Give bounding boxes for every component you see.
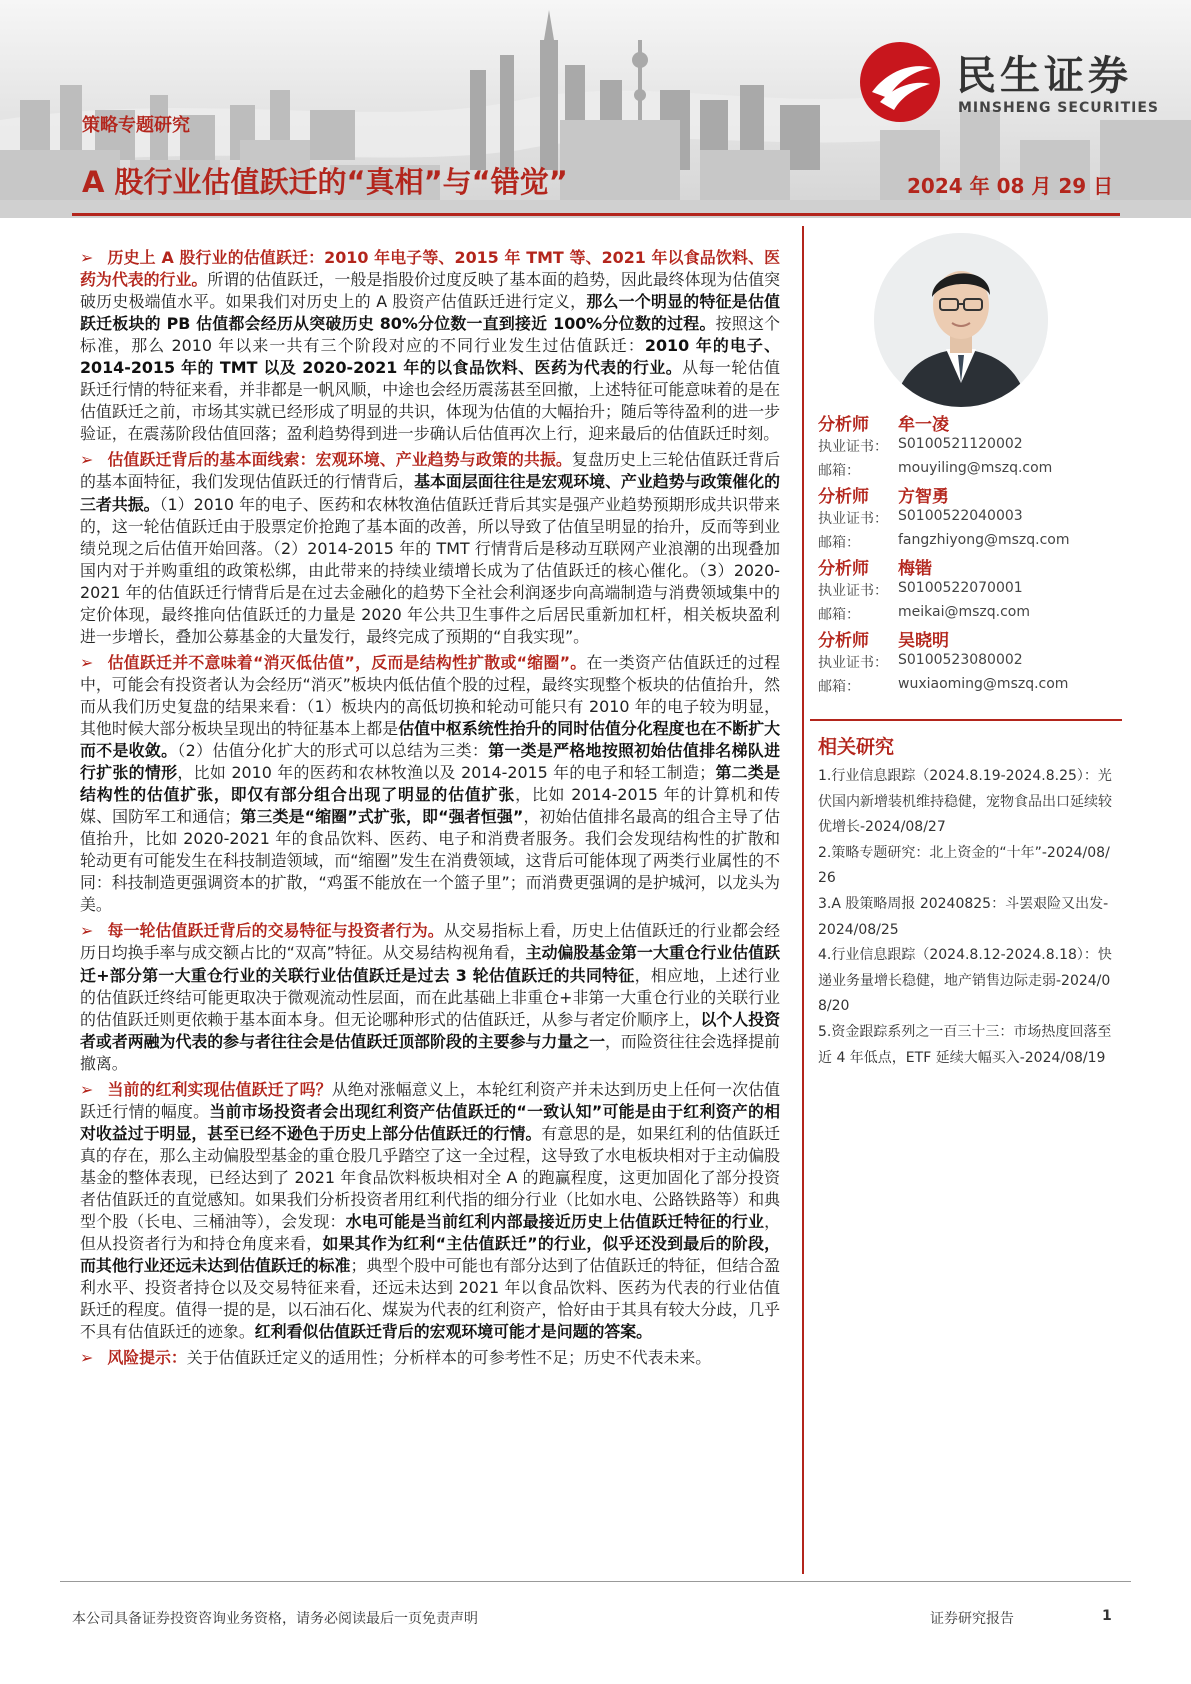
bullet-arrow-icon: ➢ xyxy=(80,450,94,470)
logo-english-name: MINSHENG SECURITIES xyxy=(958,100,1159,116)
analyst-email[interactable]: fangzhiyong@mszq.com xyxy=(898,532,1070,548)
bullet-emphasis: 如果其作为红利“主估值跃迁”的行业，似乎还没到最后的阶段，而其他行业还远未达到估值跃迁的标准 xyxy=(80,1234,781,1276)
bullet-arrow-icon: ➢ xyxy=(80,921,94,941)
analyst-role: 分析师 xyxy=(818,631,869,651)
bullet-text: （2）估值分化扩大的形式可以总结为三类： xyxy=(177,741,489,761)
bullet-arrow-icon: ➢ xyxy=(80,248,94,267)
bullet-emphasis: 红利看似估值跃迁背后的宏观环境可能才是问题的答案。 xyxy=(254,1322,653,1342)
bullet-text: 关于估值跃迁定义的适用性；分析样本的可参考性不足；历史不代表未来。 xyxy=(186,1348,712,1368)
bullet-text: ，相应地，上述行业的估值跃迁终结可能更取决于微观流动性层面，而在此基础上非重仓+非第一大重仓行业的关联行业的估值跃迁则更依赖于基本面本身。但无论哪种形式的估值跃迁，从参与者定价顺序上， xyxy=(80,965,781,1029)
analyst-cert-number: S0100523080002 xyxy=(898,652,1023,668)
analyst-card xyxy=(818,482,1118,554)
bullet-lead: 估值跃迁并不意味着“消灭低估值”，反而是结构性扩散或“缩圈”。 xyxy=(107,652,587,672)
analyst-name: 方智勇 xyxy=(898,487,949,507)
bullet-emphasis: 主动偏股基金第一大重仓行业估值跃迁+部分第一大重仓行业的关联行业估值跃迁是过去 3 轮估值跃迁的共同特征 xyxy=(80,943,781,985)
analyst-role: 分析师 xyxy=(818,559,869,579)
bullet-emphasis: 当前市场投资者会出现红利资产估值跃迁的“一致认知”可能是由于红利资产的相对收益过于明显，甚至已经不逊色于历史上部分估值跃迁的行情。 xyxy=(80,1101,781,1143)
analyst-card xyxy=(818,626,1118,698)
bullet-text: 从每一轮估值跃迁行情的特征来看，并非都是一帆风顺，中途也会经历震荡甚至回撤，上述特征可能意味着的是在估值跃迁之前，市场其实就已经形成了明显的共识，体现为估值的大幅抬升；随后等待盈利的进一步验证，在震荡阶段估值回落；盈利趋势得到进一步确认后估值再次上行，迎来最后的估值跃迁时刻。 xyxy=(80,358,780,444)
minsheng-logo-icon xyxy=(858,40,942,124)
bullet-lead: 估值跃迁背后的基本面线索：宏观环境、产业趋势与政策的共振。 xyxy=(107,450,572,470)
analyst-cert-label: 执业证书： xyxy=(818,511,888,527)
bullet-lead: 当前的红利实现估值跃迁了吗？ xyxy=(107,1079,332,1099)
analyst-email-label: 邮箱： xyxy=(818,607,860,623)
bullet-emphasis: 第一类是严格地按照初始估值排名梯队进行扩张的情形 xyxy=(80,741,780,783)
analyst-role: 分析师 xyxy=(818,415,869,435)
analyst-role: 分析师 xyxy=(818,487,869,507)
analyst-cert-number: S0100522070001 xyxy=(898,580,1023,596)
column-divider xyxy=(802,226,804,1574)
header-divider xyxy=(72,213,1120,216)
report-date: 2024 年 08 月 29 日 xyxy=(907,174,1114,198)
analyst-card xyxy=(818,554,1118,626)
bullet-lead: 风险提示： xyxy=(107,1348,187,1368)
analyst-card xyxy=(818,410,1118,482)
bullet-text: ，而险资往往会选择提前撤离。 xyxy=(80,1031,781,1073)
analyst-email-label: 邮箱： xyxy=(818,535,860,551)
logo-chinese-name: 民生证券 xyxy=(956,53,1132,99)
summary-bullet xyxy=(80,652,780,917)
company-logo xyxy=(858,38,1158,128)
footer-divider xyxy=(60,1581,1131,1582)
report-category: 策略专题研究 xyxy=(82,115,190,136)
summary-bullet xyxy=(80,1347,780,1369)
analyst-name: 梅锴 xyxy=(898,559,932,579)
footer-report-type: 证券研究报告 xyxy=(930,1611,1014,1627)
bullet-text: 按照这个标准，那么 2010 年以来一共有三个阶段对应的不同行业发生过估值跃迁： xyxy=(80,314,780,356)
summary-bullet xyxy=(80,1079,780,1344)
analyst-cert-number: S0100522040003 xyxy=(898,508,1023,524)
summary-column xyxy=(80,247,780,1373)
related-research-list xyxy=(818,764,1114,1071)
related-research-item[interactable]: 5.资金跟踪系列之一百三十三：市场热度回落至近 4 年低点，ETF 延续大幅买入-2024/08/19 xyxy=(818,1023,1112,1066)
related-research-item[interactable]: 4.行业信息跟踪（2024.8.12-2024.8.18）：快递业务量增长稳健，地产销售边际走弱-2024/08/20 xyxy=(818,947,1112,1015)
bullet-text: 从绝对涨幅意义上，本轮红利资产并未达到历史上任何一次估值跃迁行情的幅度。 xyxy=(80,1079,781,1121)
analyst-email[interactable]: wuxiaoming@mszq.com xyxy=(898,676,1069,692)
bullet-text: 复盘历史上三轮估值跃迁背后的基本面特征，我们发现估值跃迁的行情背后， xyxy=(80,450,781,492)
analyst-list xyxy=(818,410,1118,698)
bullet-text: 所谓的估值跃迁，一般是指股价过度反映了基本面的趋势，因此最终体现为估值突破历史极端值水平。如果我们对历史上的 A 股资产估值跃迁进行定义， xyxy=(80,270,781,312)
footer-disclaimer: 本公司具备证券投资咨询业务资格，请务必阅读最后一页免责声明 xyxy=(72,1611,478,1627)
bullet-text: ；典型个股中可能也有部分达到了估值跃迁的特征，但结合盈利水平、投资者持仓以及交易特征来看，还远未达到 2021 年以食品饮料、医药为代表的行业估值跃迁的程度。值得一提的是，以石油石化、煤炭为代表的红利资产，恰好由于其具有较大分歧，几乎不具有估值跃迁的迹象。 xyxy=(80,1256,781,1342)
sidebar-divider xyxy=(810,719,1122,721)
bullet-emphasis: 基本面层面往往是宏观环境、产业趋势与政策催化的三者共振。 xyxy=(80,472,781,514)
analyst-photo xyxy=(874,233,1048,407)
summary-bullet xyxy=(80,247,780,445)
bullet-text: 从交易指标上看，历史上估值跃迁的行业都会经历日均换手率与成交额占比的“双高”特征。从交易结构视角看， xyxy=(80,921,781,963)
related-research-heading: 相关研究 xyxy=(818,736,895,758)
bullet-text: ，但从投资者行为和持仓角度来看， xyxy=(80,1212,780,1254)
bullet-emphasis: 2010 年的电子、2014-2015 年的 TMT 以及 2020-2021 年的以食品饮料、医药为代表的行业。 xyxy=(80,336,780,378)
analyst-cert-label: 执业证书： xyxy=(818,583,888,599)
bullet-emphasis: 水电可能是当前红利内部最接近历史上估值跃迁特征的行业 xyxy=(345,1212,765,1232)
bullet-text: ，比如 2010 年的医药和农林牧渔以及 2014-2015 年的电子和轻工制造； xyxy=(177,763,716,783)
bullet-text: 有意思的是，如果红利的估值跃迁真的存在，那么主动偏股型基金的重仓股几乎踏空了这一全过程，这导致了水电板块相对于主动偏股基金的整体表现，已经达到了 2021 年食品饮料板块相对全 A 的跑赢程度，这更加固化了部分投资者估值跃迁的直觉感知。如果我们分析投资者用红利代指的细分行业（比如水电、公路铁路等）和典型个股（长电、三桶油等），会发现： xyxy=(80,1123,781,1232)
related-research-item[interactable]: 3.A 股策略周报 20240825：斗罢艰险又出发-2024/08/25 xyxy=(818,895,1109,938)
related-research-item[interactable]: 1.行业信息跟踪（2024.8.19-2024.8.25）：光伏国内新增装机维持稳健，宠物食品出口延续较优增长-2024/08/27 xyxy=(818,768,1112,836)
bullet-emphasis: 第二类是结构性的估值扩张，即仅有部分组合出现了明显的估值扩张 xyxy=(80,763,781,805)
summary-bullet xyxy=(80,920,780,1074)
summary-bullet xyxy=(80,449,780,647)
bullet-lead: 每一轮估值跃迁背后的交易特征与投资者行为。 xyxy=(107,921,444,941)
analyst-email-label: 邮箱： xyxy=(818,679,860,695)
analyst-cert-label: 执业证书： xyxy=(818,439,888,455)
bullet-text: （1）2010 年的电子、医药和农林牧渔估值跃迁背后其实是强产业趋势预期形成共识带来的，这一轮估值跃迁由于股票定价抢跑了基本面的改善，所以导致了估值呈明显的抬升，反而等到业绩兑现之后估值开始回落。（2）2014-2015 年的 TMT 行情背后是移动互联网产业浪潮的出现叠加国内对于并购重组的政策松绑，由此带来的持续业绩增长成为了估值跃迁的核心催化。（3）2020-2021 年的估值跃迁行情背后是在过去金融化的趋势下全社会利润逐步向高端制造与消费领域集中的定价体现，最终推向估值跃迁的力量是 2020 年公共卫生事件之后居民重新加杠杆，相关板块盈利进一步增长，叠加公募基金的大量发行，最终完成了预期的“自我实现”。 xyxy=(80,494,781,646)
bullet-text: ，比如 2014-2015 年的计算机和传媒、国防军工和通信； xyxy=(80,785,780,827)
analyst-name: 吴晓明 xyxy=(898,631,949,651)
page-number: 1 xyxy=(1102,1608,1112,1624)
bullet-emphasis: 那么一个明显的特征是估值跃迁板块的 PB 估值都会经历从突破历史 80%分位数一直到接近 100%分位数的过程。 xyxy=(80,292,781,334)
bullet-arrow-icon: ➢ xyxy=(80,1348,94,1368)
report-title: A 股行业估值跃迁的“真相”与“错觉” xyxy=(82,165,568,199)
bullet-arrow-icon: ➢ xyxy=(80,1079,94,1099)
bullet-emphasis: 估值中枢系统性抬升的同时估值分化程度也在不断扩大而不是收敛。 xyxy=(80,718,781,761)
bullet-emphasis: 以个人投资者或者两融为代表的参与者往往会是估值跃迁顶部阶段的主要参与力量之一 xyxy=(80,1009,781,1051)
bullet-arrow-icon: ➢ xyxy=(80,652,94,672)
bullet-lead: 历史上 A 股行业的估值跃迁：2010 年电子等、2015 年 TMT 等、2021 年以食品饮料、医药为代表的行业。 xyxy=(80,248,780,290)
analyst-email-label: 邮箱： xyxy=(818,463,860,479)
bullet-text: 在一类资产估值跃迁的过程中，可能会有投资者认为会经历“消灭”板块内低估值个股的过程，最终实现整个板块的估值抬升，然而从我们历史复盘的结果来看：（1）板块内的高低切换和轮动可能只有 2010 年的电子较为明显，其他时候大部分板块呈现出的特征基本上都是 xyxy=(80,652,780,738)
bullet-text: ，初始估值排名最高的组合主导了估值抬升，比如 2020-2021 年的食品饮料、医药、电子和消费者服务。我们会发现结构性的扩散和轮动更有可能发生在科技制造领域，而“缩圈”发生在消费领域，这背后可能体现了两类行业属性的不同：科技制造更强调资本的扩散，“鸡蛋不能放在一个篮子里”；而消费更强调的是护城河，以龙头为美。 xyxy=(80,807,780,915)
analyst-cert-label: 执业证书： xyxy=(818,655,888,671)
analyst-cert-number: S0100521120002 xyxy=(898,436,1023,452)
related-research-item[interactable]: 2.策略专题研究：北上资金的“十年”-2024/08/26 xyxy=(818,844,1110,887)
header-banner xyxy=(0,0,1191,218)
analyst-portrait-image xyxy=(874,233,1048,407)
bullet-emphasis: 第三类是“缩圈”式扩张，即“强者恒强” xyxy=(240,807,524,827)
analyst-email[interactable]: meikai@mszq.com xyxy=(898,604,1030,620)
analyst-email[interactable]: mouyiling@mszq.com xyxy=(898,460,1053,476)
analyst-name: 牟一凌 xyxy=(898,415,949,435)
